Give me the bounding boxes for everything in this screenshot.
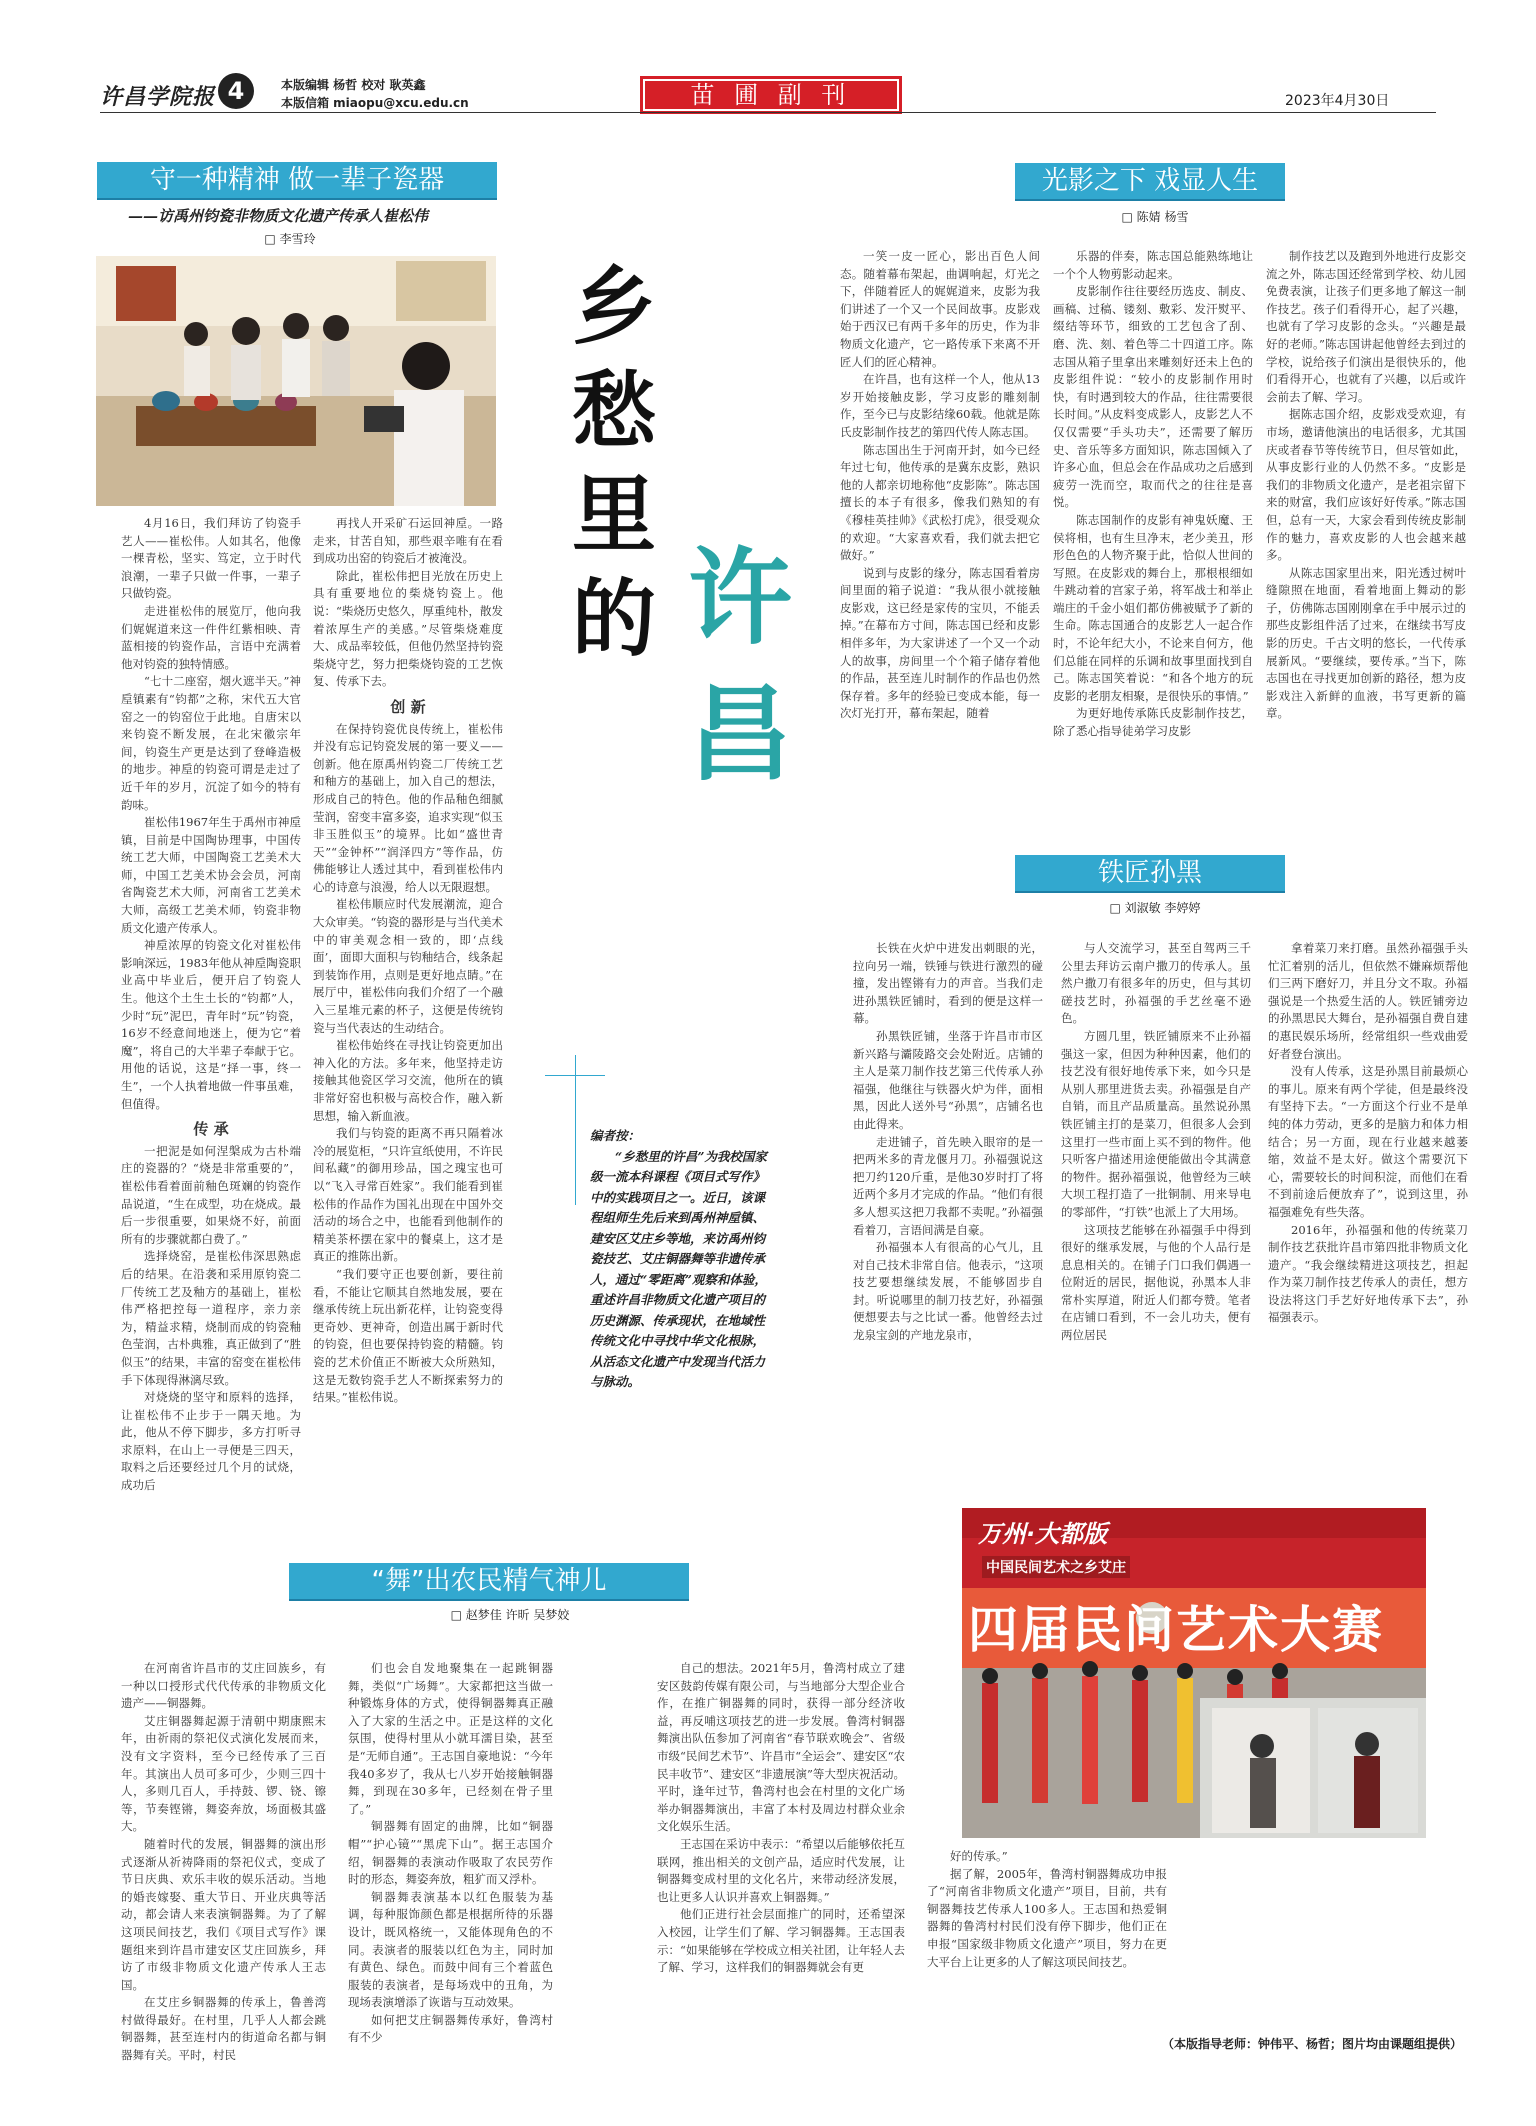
paragraph: 选择烧窑，是崔松伟深思熟虑后的结果。在沿袭和采用原钧瓷二厂传统工艺及釉方的基础上，崔松伟严格把控每一道程序，亲力亲为，精益求精，烧制而成的钧瓷釉色莹润，古朴典雅，真正做到了“胜似玉”的结果，丰富的窑变在崔松伟手下体现得淋漓尽致。 (121, 1249, 301, 1387)
article2-byline: □ 陈婧 杨雪 (1090, 208, 1220, 225)
paragraph: 这项技艺能够在孙福强手中得到很好的继承发展，与他的个人品行是息息相关的。在铺子门口我们偶遇一位附近的居民，据他说，孙黑本人非常朴实厚道，附近人们都夸赞。笔者在店铺口看到，不一会儿功夫，便有两位居民 (1061, 1222, 1251, 1343)
paragraph: 随着时代的发展，铜器舞的演出形式逐渐从祈祷降雨的祭祀仪式，变成了节日庆典、欢乐丰收的娱乐活动。当地的婚丧嫁娶、重大节日、开业庆典等活动，都会请人来表演铜器舞。为了了解这项民间技艺，我们《项目式写作》课题组来到许昌市建安区艾庄回族乡，拜访了市级非物质文化遗产传承人王志国。 (121, 1836, 326, 1992)
article2-title-bar (1015, 163, 1285, 201)
paragraph: “七十二座窑，烟火遮半天。”神垕镇素有“钧都”之称，宋代五大官窑之一的钧窑位于此地。自唐宋以来钧瓷不断发展，在北宋徽宗年间，钧瓷生产更是达到了登峰造极的地步。神垕的钧瓷可谓是走过了近千年的岁月，沉淀了如今的特有韵味。 (121, 674, 301, 812)
paragraph: 从陈志国家里出来，阳光透过树叶缝隙照在地面，看着地面上舞动的影子，仿佛陈志国刚刚拿在手中展示过的那些皮影组件活了过来，在继续书写皮影的历史。千古文明的悠长，一代传承展新风。“要继续，要传承。”当下，陈志国也在寻找更加创新的路径，想为皮影戏注入新鲜的血液，书写更新的篇章。 (1266, 565, 1466, 721)
article4-column3 (657, 1660, 905, 1990)
paragraph: 长铁在火炉中进发出刺眼的光，拉向另一端，铁锤与铁进行激烈的碰撞，发出铿锵有力的声音。当我们走进孙黑铁匠铺时，看到的便是这样一幕。 (853, 941, 1043, 1026)
paragraph: 孙黑铁匠铺，坐落于许昌市市区新兴路与灞陵路交会处附近。店铺的主人是菜刀制作技艺第三代传承人孙福强，他继往与铁器火炉为伴，面相黑，因此人送外号“孙黑”，店铺名也由此得来。 (853, 1028, 1043, 1131)
paragraph: 4月16日，我们拜访了钧瓷手艺人——崔松伟。人如其名，他像一棵青松，坚实、笃定，立于时代浪潮，一辈子只做一件事，一辈子只做钧瓷。 (121, 516, 301, 601)
paragraph: 崔松伟始终在寻找让钧瓷更加出神入化的方法。多年来，他坚持走访接触其他瓷区学习交流，他所在的镇非常好窑也积极与高校合作，融入新思想，输入新血液。 (313, 1038, 503, 1123)
paragraph: 据陈志国介绍，皮影戏受欢迎，有市场，邀请他演出的电话很多，尤其国庆或者春节等传统节日，但尽管如此，从事皮影行业的人仍然不多。“皮影是我们的非物质文化遗产，是老祖宗留下来的财富，我们应该好好传承。”陈志国但，总有一天，大家会看到传统皮影制作的魅力，喜欢皮影的人也会越来越多。 (1266, 407, 1466, 563)
paragraph: 如何把艾庄铜器舞传承好，鲁湾村有不少 (348, 2012, 553, 2045)
paragraph: 铜器舞有固定的曲牌，比如“铜器帽”“护心镜”“黑虎下山”。据王志国介绍，铜器舞的表演动作吸取了农民劳作时的形态，舞姿奔放，粗犷而又浮朴。 (348, 1819, 553, 1887)
paragraph: 王志国在采访中表示：“希望以后能够依托互联网，推出相关的文创产品，适应时代发展，让铜器舞变成村里的文化名片，来带动经济发展，也让更多人认识并喜欢上铜器舞。” (657, 1836, 905, 1904)
section-banner (640, 76, 902, 114)
article3-column3 (1268, 940, 1468, 1360)
article4-byline: □ 赵梦佳 许昕 吴梦姣 (420, 1606, 600, 1623)
masthead (0, 0, 1536, 110)
paragraph: 除此，崔松伟把目光放在历史上具有重要地位的柴烧钧瓷上。他说：“柴烧历史悠久，厚重纯朴，散发着浓厚生产的美感。”尽管柴烧难度大、成品率较低，但他仍然坚持钧瓷柴烧守艺，努力把柴烧钧瓷的工艺恢复、传承下去。 (313, 568, 503, 689)
article2-title: 光影之下 戏显人生 (1041, 166, 1259, 196)
editor-line: 本版编辑 杨哲 校对 耿英鑫 (281, 78, 426, 92)
masthead-rule (100, 112, 1436, 113)
article3-column1 (853, 940, 1043, 1360)
heading-chuangxin: 创 新 (390, 697, 426, 716)
photo-banner-text: 万州·大都版 (978, 1520, 1108, 1548)
article4-column4 (927, 1848, 1167, 1988)
paragraph: 据了解，2005年，鲁湾村铜器舞成功申报了“河南省非物质文化遗产”项目，目前，共有铜器舞技艺传承人100多人。王志国和热爱铜器舞的鲁湾村村民们没有停下脚步，他们正在申报“国家级非物质文化遗产”项目，努力在更大平台上让更多的人了解这项民间技艺。 (927, 1866, 1167, 1969)
article4-title-bar (289, 1563, 689, 1601)
paragraph: 们也会自发地聚集在一起跳铜器舞，类似“广场舞”。大家都把这当做一种锻炼身体的方式，使得铜器舞真正融入了大家的生活之中。正是这样的文化氛围，使得村里从小就耳濡目染，甚至是“无师自通”。王志国自豪地说：“今年我40多岁了，我从七八岁开始接触铜器舞，到现在30多年，已经刻在骨子里了。” (348, 1661, 553, 1816)
paragraph: 在许昌，也有这样一个人，他从13岁开始接触皮影，学习皮影的雕刻制作，至今已与皮影结缘60载。他就是陈氏皮影制作技艺的第四代传人陈志国。 (840, 372, 1040, 439)
article1-title-bar (97, 162, 497, 200)
article3-title-bar (1015, 855, 1285, 893)
paragraph: 再找人开采矿石运回神垕。一路走来，甘苦自知，那些艰辛唯有在看到成功出窑的钧瓷后才被淹没。 (313, 516, 503, 566)
paragraph: 在河南省许昌市的艾庄回族乡，有一种以口授形式代代传承的非物质文化遗产——铜器舞。 (121, 1661, 326, 1711)
article1-photo-exhibition (96, 256, 496, 506)
article2-column2 (1053, 248, 1253, 768)
article3-column2 (1061, 940, 1251, 1360)
paragraph: 方圆几里，铁匠铺原来不止孙福强这一家，但因为种种因素，他们的技艺没有很好地传承下来，如今只是从别人那里进货去卖。孙福强是自产自销，而且产品质量高。虽然说孙黑铁匠铺主打的是菜刀，但很多人会到这里打一些市面上买不到的物件。他只听客户描述用途便能做出令其满意的物件。据孙福强说，他曾经为三峡大坝工程打造了一批铜制、用来导电的零部件，“打铁”也派上了大用场。 (1061, 1028, 1251, 1219)
paragraph: 走进铺子，首先映入眼帘的是一把两米多的青龙偃月刀。孙福强说这把刀约120斤重，是他30岁时打了将近两个多月才完成的作品。“他们有很多人想买这把刀我都不卖呢。”孙福强看着刀，言语间满是自豪。 (853, 1134, 1043, 1237)
article2-column1 (840, 248, 1040, 768)
editor-note-text: “乡愁里的许昌”为我校国家级一流本科课程《项目式写作》中的实践项目之一。近日，该课程组师生先后来到禹州神垕镇、建安区艾庄乡等地，来访禹州钧瓷技艺、艾庄铜器舞等非遗传承人，通过“零距离”观察和体验，重述许昌非物质文化遗产项目的历史渊源、传承现状，在地域性传统文化中寻找中华文化根脉，从活态文化遗产中发现当代活力与脉动。 (590, 1148, 767, 1389)
paragraph: 他们正进行社会层面推广的同时，还希望深入校园，让学生们了解、学习铜器舞。王志国表示：“如果能够在学校成立相关社团，让年轻人去了解、学习，这样我们的铜器舞就会有更 (657, 1907, 905, 1975)
article4-column2 (348, 1660, 553, 2045)
paragraph: 神垕浓厚的钧瓷文化对崔松伟影响深远，1983年他从神垕陶瓷职业高中毕业后，便开启了钧瓷人生。他这个土生土长的“钧都”人，少时“玩”泥巴，青年时“玩”钧瓷，16岁不经意间地迷上，便为它“着魔”，将自己的大半辈子奉献于它。用他的话说，这是“择一事，终一生”，一个人执着地做一件事虽难，但值得。 (121, 938, 301, 1111)
paragraph: 铜器舞表演基本以红色服装为基调，每种服饰颜色都是根据所待的乐器设计，既风格统一，又能体现角色的不同。表演者的服装以红色为主，同时加有黄色、绿色。而鼓中间有三个着蓝色服装的表演者，是每场戏中的丑角，为现场表演增添了诙谐与互动效果。 (348, 1889, 553, 2010)
paragraph: “我们要守正也要创新，要往前看，不能让它顺其自然地发展，要在继承传统上玩出新花样，让钧瓷变得更奇妙、更神奇，创造出属于新时代的钧瓷，但也要保持钧瓷的精髓。钧瓷的艺术价值正不断被大众所熟知，这是无数钧瓷手艺人不断探索努力的结果。”崔松伟说。 (313, 1266, 503, 1405)
editor-note-rule (575, 1055, 576, 1205)
newspaper-logo: 许昌学院报 (100, 84, 216, 110)
page-number: 4 (227, 77, 245, 105)
main-title-xuchang: 许昌 (688, 537, 793, 795)
paragraph: 我们与钧瓷的距离不再只隔着冰冷的展览柜，“只许宣纸使用，不许民间私藏”的御用珍品，国之瑰宝也可以“飞入寻常百姓家”。我们能看到崔松伟的作品作为国礼出现在中国外交活动的场合之中，也能看到他制作的精美茶杯摆在家中的餐桌上，这才是真正的推陈出新。 (313, 1126, 503, 1264)
paragraph: 制作技艺以及跑到外地进行皮影交流之外，陈志国还经常到学校、幼儿园免费表演，让孩子们更多地了解这一制作技艺。孩子们看得开心，起了兴趣，也就有了学习皮影的念头。“兴趣是最好的老师。”陈志国讲起他曾经去到过的学校，说给孩子们演出是很快乐的，他们看得开心，也就有了兴趣，以后或许会前去了解、学习。 (1266, 249, 1466, 404)
email-line: 本版信箱 miaopu@xcu.edu.cn (281, 96, 469, 110)
article1-column2 (313, 515, 503, 1637)
editor-note-label: 编者按： (590, 1128, 641, 1143)
paragraph: 好的传承。” (950, 1849, 1008, 1863)
article4-photo-performance (962, 1508, 1426, 1838)
paragraph: 2016年，孙福强和他的传统菜刀制作技艺获批许昌市第四批非物质文化遗产。“我会继续精进这项技艺，担起作为菜刀制作技艺传承人的责任，想方设法将这门手艺好好地传承下去”，孙福强表示。 (1268, 1222, 1468, 1325)
photo-sign-small: 中国民间艺术之乡艾庄 (982, 1556, 1130, 1578)
issue-date: 2023年4月30日 (1285, 93, 1390, 109)
page-number-badge (218, 73, 254, 109)
footer-credit-note: （本版指导老师：钟伟平、杨哲；图片均由课题组提供） (1162, 2037, 1463, 2051)
paragraph: 自己的想法。2021年5月，鲁湾村成立了建安区鼓韵传媒有限公司，与当地部分大型企业合作，在推广铜器舞的同时，获得一部分经济收益，再反哺这项技艺的进一步发展。鲁湾村铜器舞演出队伍参加了河南省“春节联欢晚会”、省级市级“民间艺术节”、许昌市“全运会”、建安区“农民丰收节”、建安区“非遗展演”等大型庆祝活动。平时，逢年过节，鲁湾村也会在村里的文化广场举办铜器舞演出，丰富了本村及周边村群众业余文化娱乐生活。 (657, 1661, 905, 1834)
article1-title: 守一种精神 做一辈子瓷器 (149, 165, 445, 195)
editor-note (590, 1126, 772, 1393)
heading-chuancheng: 传 承 (193, 1120, 229, 1139)
paragraph: 没有人传承，这是孙黑目前最烦心的事儿。原来有两个学徒，但是最终没有坚持下去。“一方面这个行业不是单纯的体力劳动，更多的是脑力和体力相结合；另一方面，现在行业越来越萎缩，效益不是太好。做这个需要沉下心，需要较长的时间积淀，而他们在看不到前途后便放弃了”，说到这里，孙福强难免有些失落。 (1268, 1064, 1468, 1219)
paragraph: 孙福强本人有很高的心气儿，且对自己技术非常自信。他表示，“这项技艺要想继续发展，不能够固步自封。听说哪里的制刀技艺好，孙福强便想要去与之比试一番。他曾经去过龙泉宝剑的产地龙泉市， (853, 1240, 1043, 1343)
paragraph: 拿着菜刀来打磨。虽然孙福强手头忙汇着别的活儿，但依然不嫌麻烦帮他们三两下磨好刀，并且分文不取。孙福强说是一个热爱生活的人。铁匠铺旁边的孙黑思民大舞台，是孙福强自费自建的惠民娱乐场所，经常组织一些戏曲爱好者登台演出。 (1268, 941, 1468, 1061)
article1-column1 (121, 515, 301, 1637)
paragraph: 乐器的伴奏，陈志国总能熟练地让一个个人物剪影动起来。 (1053, 249, 1253, 281)
paragraph: 一笑一皮一匠心，影出百色人间态。随着幕布架起，曲调响起，灯光之下，伴随着匠人的娓娓道来，皮影为我们讲述了一个又一个民间故事。皮影戏始于西汉已有两千多年的历史，作为非物质文化遗产，它一路传承下来离不开匠人们的匠心精神。 (840, 249, 1040, 369)
paragraph: 艾庄铜器舞起源于清朝中期康熙末年，由祈雨的祭祀仪式演化发展而来，没有文字资料，至今已经传承了三百年。其演出人员可多可少，少则三四十人，多则几百人，手持鼓、锣、铙、镲等，节奏铿锵，舞姿奔放，场面极其盛大。 (121, 1713, 326, 1834)
paragraph: 与人交流学习，甚至自驾两三千公里去拜访云南户撒刀的传承人。虽然户撒刀有很多年的历史，但与其切磋技艺时，孙福强的手艺丝毫不逊色。 (1061, 941, 1251, 1026)
paragraph: 一把泥是如何涅槃成为古朴端庄的瓷器的？“烧是非常重要的”，崔松伟看着面前釉色斑斓的钧瓷作品说道，“生在成型，功在烧成。最后一步很重要，如果烧不好，前面所有的步骤就都白费了。” (121, 1143, 301, 1246)
article4-column1 (121, 1660, 326, 2063)
paragraph: 为更好地传承陈氏皮影制作技艺，除了悉心指导徒弟学习皮影 (1053, 706, 1253, 739)
article1-byline: □ 李雪玲 (220, 230, 360, 247)
exhibition-photo-image (96, 256, 496, 506)
article1-subtitle: ——访禹州钧瓷非物质文化遗产传承人崔松伟 (128, 207, 429, 225)
paragraph: 崔松伟1967年生于禹州市神垕镇，目前是中国陶协理事，中国传统工艺大师，中国陶瓷工艺美术大师，中国工艺美术协会会员，河南省陶瓷艺术大师，河南省工艺美术大师，高级工艺美术师，钧瓷非物质文化遗产传承人。 (121, 815, 301, 935)
photo-sign-big: 四届民间艺术大赛 (968, 1601, 1384, 1659)
paragraph: 对烧烧的坚守和原料的选择，让崔松伟不止步于一隅天地。为此，他从不停下脚步，多方打听寻求原料，在山上一寻便是三四天，取料之后还要经过几个月的试烧，成功后 (121, 1390, 301, 1493)
paragraph: 皮影制作往往要经历选皮、制皮、画稿、过稿、镂刻、敷彩、发汗熨平、缀结等环节，细致的工艺包含了刮、磨、洗、刻、着色等二十四道工序。陈志国从箱子里拿出来雕刻好还未上色的皮影组件说：“较小的皮影制作用时快，有时遇到较大的作品，往往需要很长时间。”从皮料变成影人，皮影艺人不仅仅需要“手头功夫”，还需要了解历史、音乐等多方面知识，陈志国倾入了许多心血，但总会在作品成功之后感到疲劳一洗而空，取而代之的往往是喜悦。 (1053, 284, 1253, 510)
paragraph: 在艾庄乡铜器舞的传承上，鲁善湾村做得最好。在村里，几乎人人都会跳铜器舞，甚至连村内的街道命名都与铜器舞有关。平时，村民 (121, 1995, 326, 2063)
paragraph: 说到与皮影的缘分，陈志国看着房间里面的箱子说道：“我从很小就接触皮影戏，这已经是家传的宝贝，不能丢掉。”在幕布方寸间，陈志国已经和皮影相伴多年，为大家讲述了一个又一个动人的故事，房间里一个个箱子储存着他的作品，甚至连儿时制作的作品也仍然保存着。多年的经验已变成本能，每一次灯光打开，幕布架起，随着 (840, 565, 1040, 721)
article2-column3 (1266, 248, 1466, 768)
paragraph: 陈志国出生于河南开封，如今已经年过七旬，他传承的是冀东皮影，熟识他的人都亲切地称他“皮影陈”。陈志国擅长的本子有很多，像我们熟知的有《穆桂英挂帅》《武松打虎》，很受观众的欢迎。“大家喜欢看，我们就去把它做好。” (840, 442, 1040, 563)
paragraph: 崔松伟顺应时代发展潮流，迎合大众审美。“钧瓷的器形是与当代美术中的审美观念相一致的，即‘点线面’，面即大面积与钧釉结合，线条起到装饰作用，点则是更好地点睛。”在展厅中，崔松伟向我们介绍了一个融入三星堆元素的杯子，这便是传统钧瓷与当代表达的生动结合。 (313, 897, 503, 1035)
article3-title: 铁匠孙黑 (1097, 858, 1202, 888)
paragraph: 陈志国制作的皮影有神鬼妖魔、王侯将相，也有生旦净末，老少美丑，形形色色的人物齐聚于此，恰似人世间的写照。在皮影戏的舞台上，那根根细如牛跳动着的宫家子弟，将军战士和举止端庄的千金小姐们都仿佛被赋予了新的生命。陈志国通合的皮影艺人一起合作时，不论年纪大小，不论来自何方，他们总能在同样的乐调和故事里面找到自己。陈志国笑着说：“和各个地方的玩皮影的老朋友相聚，是很快乐的事情。” (1053, 512, 1253, 703)
article4-title: “舞”出农民精气神儿 (371, 1566, 607, 1596)
paragraph: 在保持钧瓷优良传统上，崔松伟并没有忘记钧瓷发展的第一要义——创新。他在原禹州钧瓷二厂传统工艺和釉方的基础上，加入自己的想法，形成自己的特色。他的作品釉色细腻莹润，窑变丰富多姿，追求实现“似玉非玉胜似玉”的境界。比如“盛世青天”“金钟杯”“润泽四方”等作品，仿佛能够让人透过其中，看到崔松伟内心的诗意与浪漫，给人以无限遐想。 (313, 721, 503, 894)
paragraph: 走进崔松伟的展览厅，他向我们娓娓道来这一件件红紫相映、青蓝相接的钧瓷作品，言语中充满着他对钧瓷的独特情感。 (121, 603, 301, 671)
section-title: 苗 圃 副 刊 (690, 81, 852, 109)
main-title-xiangchouli: 乡愁里的 (572, 257, 657, 668)
article3-byline: □ 刘淑敏 李婷婷 (1090, 899, 1220, 916)
